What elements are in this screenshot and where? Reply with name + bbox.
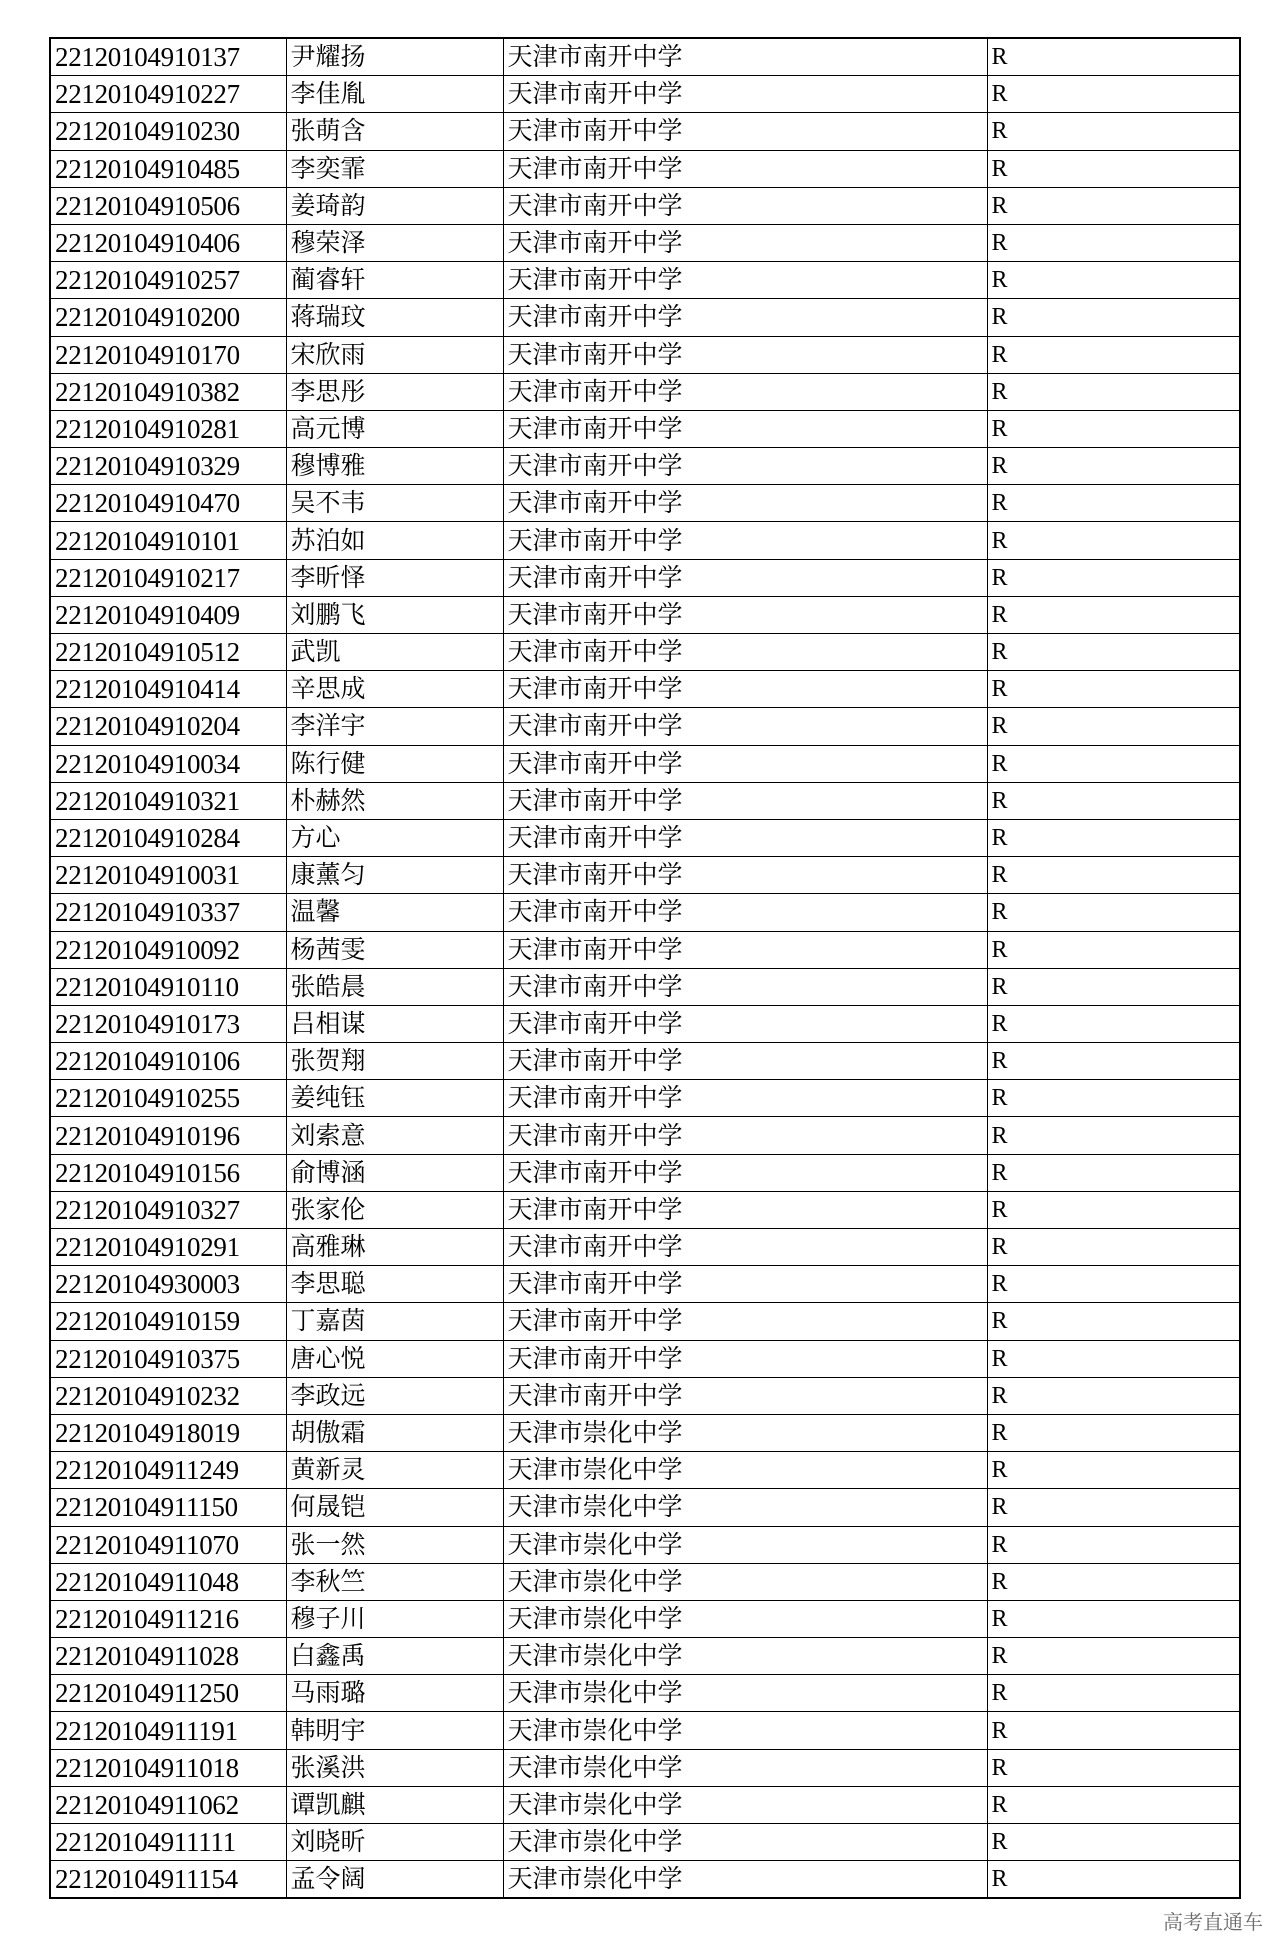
admission-number-cell: 22120104910137	[50, 38, 286, 76]
grade-cell: R	[987, 410, 1240, 447]
grade-cell: R	[987, 1340, 1240, 1377]
student-name-cell: 高雅琳	[286, 1229, 503, 1266]
admission-number-cell: 22120104911154	[50, 1861, 286, 1899]
student-name-cell: 丁嘉茵	[286, 1303, 503, 1340]
table-row	[50, 1786, 1240, 1823]
table-row	[50, 76, 1240, 113]
grade-cell: R	[987, 1005, 1240, 1042]
grade-cell: R	[987, 1229, 1240, 1266]
admission-number-cell: 22120104910170	[50, 336, 286, 373]
student-name-cell: 尹耀扬	[286, 38, 503, 76]
school-name-cell: 天津市南开中学	[503, 1043, 987, 1080]
admission-number-cell: 22120104910257	[50, 262, 286, 299]
table-row	[50, 1043, 1240, 1080]
school-name-cell: 天津市南开中学	[503, 819, 987, 856]
school-name-cell: 天津市南开中学	[503, 857, 987, 894]
student-name-cell: 张一然	[286, 1526, 503, 1563]
school-name-cell: 天津市崇化中学	[503, 1675, 987, 1712]
admission-number-cell: 22120104910284	[50, 819, 286, 856]
school-name-cell: 天津市南开中学	[503, 113, 987, 150]
admission-number-cell: 22120104910217	[50, 559, 286, 596]
table-row	[50, 596, 1240, 633]
table-row	[50, 1414, 1240, 1451]
school-name-cell: 天津市崇化中学	[503, 1861, 987, 1899]
school-name-cell: 天津市崇化中学	[503, 1452, 987, 1489]
table-row	[50, 150, 1240, 187]
admission-number-cell: 22120104911048	[50, 1563, 286, 1600]
grade-cell: R	[987, 224, 1240, 261]
admission-number-cell: 22120104911062	[50, 1786, 286, 1823]
table-row	[50, 559, 1240, 596]
grade-cell: R	[987, 1712, 1240, 1749]
student-name-cell: 康薰匀	[286, 857, 503, 894]
school-name-cell: 天津市南开中学	[503, 1191, 987, 1228]
admission-number-cell: 22120104910200	[50, 299, 286, 336]
table-row	[50, 1489, 1240, 1526]
table-row	[50, 1229, 1240, 1266]
student-name-cell: 张溪洪	[286, 1749, 503, 1786]
student-name-cell: 温馨	[286, 894, 503, 931]
school-name-cell: 天津市崇化中学	[503, 1712, 987, 1749]
school-name-cell: 天津市南开中学	[503, 634, 987, 671]
grade-cell: R	[987, 1303, 1240, 1340]
admission-number-cell: 22120104910506	[50, 187, 286, 224]
admission-number-cell: 22120104911150	[50, 1489, 286, 1526]
grade-cell: R	[987, 782, 1240, 819]
school-name-cell: 天津市南开中学	[503, 336, 987, 373]
admission-number-cell: 22120104910159	[50, 1303, 286, 1340]
student-roster-table	[49, 37, 1241, 1899]
student-name-cell: 吴不韦	[286, 485, 503, 522]
student-name-cell: 张萌含	[286, 113, 503, 150]
grade-cell: R	[987, 1749, 1240, 1786]
student-name-cell: 马雨璐	[286, 1675, 503, 1712]
table-row	[50, 373, 1240, 410]
admission-number-cell: 22120104910204	[50, 708, 286, 745]
admission-number-cell: 22120104910409	[50, 596, 286, 633]
school-name-cell: 天津市南开中学	[503, 782, 987, 819]
grade-cell: R	[987, 634, 1240, 671]
grade-cell: R	[987, 150, 1240, 187]
school-name-cell: 天津市南开中学	[503, 1154, 987, 1191]
table-row	[50, 262, 1240, 299]
table-row	[50, 1749, 1240, 1786]
table-row	[50, 448, 1240, 485]
table-row	[50, 113, 1240, 150]
student-name-cell: 方心	[286, 819, 503, 856]
table-row	[50, 485, 1240, 522]
student-name-cell: 唐心悦	[286, 1340, 503, 1377]
school-name-cell: 天津市南开中学	[503, 559, 987, 596]
table-row	[50, 857, 1240, 894]
student-name-cell: 吕相谋	[286, 1005, 503, 1042]
school-name-cell: 天津市崇化中学	[503, 1526, 987, 1563]
admission-number-cell: 22120104910291	[50, 1229, 286, 1266]
grade-cell: R	[987, 1675, 1240, 1712]
grade-cell: R	[987, 1786, 1240, 1823]
table-row	[50, 1303, 1240, 1340]
student-name-cell: 黄新灵	[286, 1452, 503, 1489]
school-name-cell: 天津市南开中学	[503, 968, 987, 1005]
grade-cell: R	[987, 1489, 1240, 1526]
table-row	[50, 1191, 1240, 1228]
admission-number-cell: 22120104918019	[50, 1414, 286, 1451]
table-row	[50, 1638, 1240, 1675]
admission-number-cell: 22120104910173	[50, 1005, 286, 1042]
school-name-cell: 天津市南开中学	[503, 187, 987, 224]
grade-cell: R	[987, 894, 1240, 931]
table-row	[50, 299, 1240, 336]
school-name-cell: 天津市南开中学	[503, 262, 987, 299]
school-name-cell: 天津市南开中学	[503, 745, 987, 782]
table-row	[50, 1526, 1240, 1563]
grade-cell: R	[987, 857, 1240, 894]
school-name-cell: 天津市南开中学	[503, 448, 987, 485]
grade-cell: R	[987, 38, 1240, 76]
grade-cell: R	[987, 1154, 1240, 1191]
grade-cell: R	[987, 931, 1240, 968]
admission-number-cell: 22120104910110	[50, 968, 286, 1005]
grade-cell: R	[987, 1043, 1240, 1080]
school-name-cell: 天津市崇化中学	[503, 1489, 987, 1526]
grade-cell: R	[987, 559, 1240, 596]
student-name-cell: 穆博雅	[286, 448, 503, 485]
admission-number-cell: 22120104910485	[50, 150, 286, 187]
grade-cell: R	[987, 819, 1240, 856]
grade-cell: R	[987, 1452, 1240, 1489]
table-row	[50, 634, 1240, 671]
admission-number-cell: 22120104911018	[50, 1749, 286, 1786]
school-name-cell: 天津市崇化中学	[503, 1638, 987, 1675]
table-row	[50, 1377, 1240, 1414]
student-name-cell: 李思彤	[286, 373, 503, 410]
school-name-cell: 天津市南开中学	[503, 1340, 987, 1377]
student-name-cell: 白鑫禹	[286, 1638, 503, 1675]
table-row	[50, 187, 1240, 224]
admission-number-cell: 22120104910414	[50, 671, 286, 708]
student-name-cell: 胡傲霜	[286, 1414, 503, 1451]
admission-number-cell: 22120104910230	[50, 113, 286, 150]
admission-number-cell: 22120104910092	[50, 931, 286, 968]
student-name-cell: 姜纯钰	[286, 1080, 503, 1117]
school-name-cell: 天津市南开中学	[503, 708, 987, 745]
student-name-cell: 高元博	[286, 410, 503, 447]
admission-number-cell: 22120104911216	[50, 1600, 286, 1637]
student-name-cell: 张贺翔	[286, 1043, 503, 1080]
student-name-cell: 穆子川	[286, 1600, 503, 1637]
student-name-cell: 李思聪	[286, 1266, 503, 1303]
school-name-cell: 天津市崇化中学	[503, 1414, 987, 1451]
school-name-cell: 天津市崇化中学	[503, 1786, 987, 1823]
table-row	[50, 782, 1240, 819]
school-name-cell: 天津市南开中学	[503, 931, 987, 968]
grade-cell: R	[987, 1861, 1240, 1899]
grade-cell: R	[987, 522, 1240, 559]
student-name-cell: 武凯	[286, 634, 503, 671]
grade-cell: R	[987, 187, 1240, 224]
grade-cell: R	[987, 671, 1240, 708]
admission-number-cell: 22120104910034	[50, 745, 286, 782]
table-row	[50, 1080, 1240, 1117]
table-row	[50, 894, 1240, 931]
grade-cell: R	[987, 1563, 1240, 1600]
grade-cell: R	[987, 299, 1240, 336]
school-name-cell: 天津市南开中学	[503, 1303, 987, 1340]
grade-cell: R	[987, 596, 1240, 633]
table-row	[50, 1675, 1240, 1712]
school-name-cell: 天津市南开中学	[503, 1377, 987, 1414]
school-name-cell: 天津市南开中学	[503, 76, 987, 113]
school-name-cell: 天津市南开中学	[503, 299, 987, 336]
student-name-cell: 李秋竺	[286, 1563, 503, 1600]
grade-cell: R	[987, 76, 1240, 113]
school-name-cell: 天津市南开中学	[503, 1229, 987, 1266]
student-name-cell: 朴赫然	[286, 782, 503, 819]
table-row	[50, 336, 1240, 373]
grade-cell: R	[987, 113, 1240, 150]
student-name-cell: 刘晓昕	[286, 1824, 503, 1861]
admission-number-cell: 22120104911250	[50, 1675, 286, 1712]
table-row	[50, 1452, 1240, 1489]
school-name-cell: 天津市南开中学	[503, 522, 987, 559]
admission-number-cell: 22120104911111	[50, 1824, 286, 1861]
admission-number-cell: 22120104910329	[50, 448, 286, 485]
table-row	[50, 1117, 1240, 1154]
admission-number-cell: 22120104910327	[50, 1191, 286, 1228]
table-row	[50, 671, 1240, 708]
admission-number-cell: 22120104910406	[50, 224, 286, 261]
grade-cell: R	[987, 1191, 1240, 1228]
grade-cell: R	[987, 1638, 1240, 1675]
admission-number-cell: 22120104910512	[50, 634, 286, 671]
student-name-cell: 孟令阔	[286, 1861, 503, 1899]
school-name-cell: 天津市南开中学	[503, 38, 987, 76]
student-name-cell: 刘鹏飞	[286, 596, 503, 633]
school-name-cell: 天津市南开中学	[503, 894, 987, 931]
school-name-cell: 天津市崇化中学	[503, 1563, 987, 1600]
roster-body	[50, 38, 1240, 1898]
student-name-cell: 李洋宇	[286, 708, 503, 745]
grade-cell: R	[987, 1266, 1240, 1303]
grade-cell: R	[987, 1526, 1240, 1563]
student-name-cell: 陈行健	[286, 745, 503, 782]
table-row	[50, 1563, 1240, 1600]
table-row	[50, 1266, 1240, 1303]
admission-number-cell: 22120104910337	[50, 894, 286, 931]
grade-cell: R	[987, 1117, 1240, 1154]
admission-number-cell: 22120104910470	[50, 485, 286, 522]
table-row	[50, 1340, 1240, 1377]
table-row	[50, 38, 1240, 76]
admission-number-cell: 22120104910106	[50, 1043, 286, 1080]
table-row	[50, 745, 1240, 782]
grade-cell: R	[987, 1414, 1240, 1451]
student-name-cell: 蔺睿轩	[286, 262, 503, 299]
admission-number-cell: 22120104910196	[50, 1117, 286, 1154]
watermark-text: 高考直通车	[1163, 1910, 1263, 1934]
student-name-cell: 刘索意	[286, 1117, 503, 1154]
grade-cell: R	[987, 1377, 1240, 1414]
grade-cell: R	[987, 968, 1240, 1005]
school-name-cell: 天津市南开中学	[503, 1266, 987, 1303]
admission-number-cell: 22120104910375	[50, 1340, 286, 1377]
grade-cell: R	[987, 1080, 1240, 1117]
school-name-cell: 天津市南开中学	[503, 224, 987, 261]
student-name-cell: 韩明宇	[286, 1712, 503, 1749]
admission-number-cell: 22120104910232	[50, 1377, 286, 1414]
table-row	[50, 522, 1240, 559]
grade-cell: R	[987, 1824, 1240, 1861]
grade-cell: R	[987, 745, 1240, 782]
student-name-cell: 李奕霏	[286, 150, 503, 187]
student-name-cell: 张皓晨	[286, 968, 503, 1005]
admission-number-cell: 22120104930003	[50, 1266, 286, 1303]
school-name-cell: 天津市南开中学	[503, 1117, 987, 1154]
grade-cell: R	[987, 373, 1240, 410]
admission-number-cell: 22120104910156	[50, 1154, 286, 1191]
admission-number-cell: 22120104911249	[50, 1452, 286, 1489]
table-row	[50, 1712, 1240, 1749]
admission-number-cell: 22120104910227	[50, 76, 286, 113]
admission-number-cell: 22120104910031	[50, 857, 286, 894]
table-row	[50, 1154, 1240, 1191]
school-name-cell: 天津市南开中学	[503, 150, 987, 187]
grade-cell: R	[987, 708, 1240, 745]
admission-number-cell: 22120104910255	[50, 1080, 286, 1117]
admission-number-cell: 22120104910382	[50, 373, 286, 410]
grade-cell: R	[987, 262, 1240, 299]
grade-cell: R	[987, 485, 1240, 522]
school-name-cell: 天津市南开中学	[503, 1005, 987, 1042]
student-name-cell: 杨茜雯	[286, 931, 503, 968]
student-name-cell: 张家伦	[286, 1191, 503, 1228]
school-name-cell: 天津市崇化中学	[503, 1600, 987, 1637]
table-row	[50, 1600, 1240, 1637]
school-name-cell: 天津市南开中学	[503, 1080, 987, 1117]
table-row	[50, 1861, 1240, 1899]
student-name-cell: 穆荣泽	[286, 224, 503, 261]
admission-number-cell: 22120104910101	[50, 522, 286, 559]
student-name-cell: 宋欣雨	[286, 336, 503, 373]
grade-cell: R	[987, 336, 1240, 373]
school-name-cell: 天津市南开中学	[503, 596, 987, 633]
table-row	[50, 224, 1240, 261]
student-name-cell: 李佳胤	[286, 76, 503, 113]
table-row	[50, 708, 1240, 745]
student-name-cell: 何晟铠	[286, 1489, 503, 1526]
school-name-cell: 天津市南开中学	[503, 410, 987, 447]
student-name-cell: 李昕怿	[286, 559, 503, 596]
grade-cell: R	[987, 1600, 1240, 1637]
student-name-cell: 姜琦韵	[286, 187, 503, 224]
admission-number-cell: 22120104911070	[50, 1526, 286, 1563]
admission-number-cell: 22120104910281	[50, 410, 286, 447]
student-name-cell: 俞博涵	[286, 1154, 503, 1191]
school-name-cell: 天津市南开中学	[503, 671, 987, 708]
table-row	[50, 968, 1240, 1005]
student-name-cell: 李政远	[286, 1377, 503, 1414]
student-name-cell: 蒋瑞玟	[286, 299, 503, 336]
student-name-cell: 谭凯麒	[286, 1786, 503, 1823]
table-row	[50, 410, 1240, 447]
student-name-cell: 辛思成	[286, 671, 503, 708]
table-row	[50, 819, 1240, 856]
table-row	[50, 1005, 1240, 1042]
school-name-cell: 天津市崇化中学	[503, 1824, 987, 1861]
admission-number-cell: 22120104911191	[50, 1712, 286, 1749]
admission-number-cell: 22120104911028	[50, 1638, 286, 1675]
school-name-cell: 天津市崇化中学	[503, 1749, 987, 1786]
school-name-cell: 天津市南开中学	[503, 373, 987, 410]
student-name-cell: 苏泊如	[286, 522, 503, 559]
table-row	[50, 931, 1240, 968]
school-name-cell: 天津市南开中学	[503, 485, 987, 522]
table-row	[50, 1824, 1240, 1861]
grade-cell: R	[987, 448, 1240, 485]
admission-number-cell: 22120104910321	[50, 782, 286, 819]
